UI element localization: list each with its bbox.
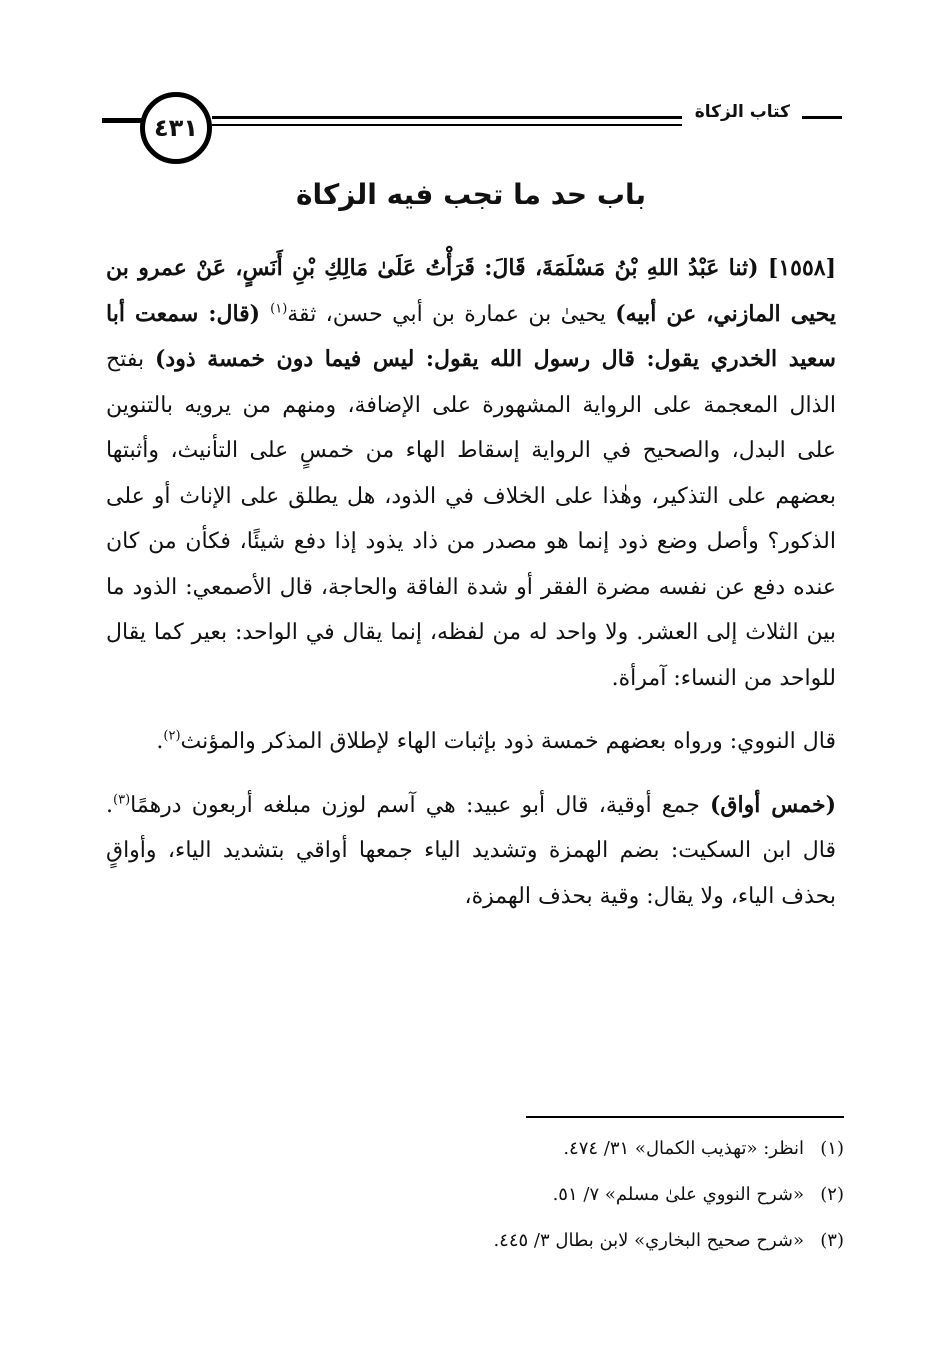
chapter-title: باب حد ما تجب فيه الزكاة bbox=[295, 178, 647, 211]
header-rule-right bbox=[802, 116, 842, 119]
nawawi-text: قال النووي: ورواه بعضهم خمسة ذود بإثبات الهاء لإطلاق المذكر والمؤنث bbox=[180, 729, 836, 754]
footnote-text: انظر: «تهذيب الكمال» ٣١/ ٤٧٤. bbox=[563, 1138, 804, 1159]
footnote-number: (٢) bbox=[820, 1184, 844, 1205]
matn: (قال: سمعت أبا سعيد الخدري يقول: قال رسول الله يقول: ليس فيما دون خمسة ذود) bbox=[106, 300, 836, 372]
narrator-note: يحيىٰ بن عمارة بن أبي حسن، ثقة bbox=[287, 301, 616, 327]
footnote-text: «شرح صحيح البخاري» لابن بطال ٣/ ٤٤٥. bbox=[493, 1230, 804, 1251]
commentary: بفتح الذال المعجمة على الرواية المشهورة على الإضافة، ومنهم من يرويه بالتنوين على البدل، والصحيح في الرواية إسقاط الهاء من خمسٍ على التأنيث، وأثبتها بعضهم على التذكير، وهٰذا على الخلاف في الذود، هل يطلق على الإناث أو على الذكور؟ وأصل وضع ذود إنما هو مصدر من ذاد يذود إذا دفع شيئًا، فكأن من كان عنده دفع عن نفسه مضرة الفقر أو شدة الفاقة والحاجة، قال الأصمعي: الذود ما بين الثلاث إلى العشر. ولا واحد له من لفظه، إنما يقال في الواحد: بعير كما يقال للواحد من النساء: آمرأة. bbox=[106, 347, 836, 691]
header-rule-middle bbox=[212, 116, 682, 119]
awaq-term: (خمس أواق) bbox=[710, 791, 836, 818]
paragraph-hadith bbox=[106, 246, 836, 701]
footnote-number: (١) bbox=[820, 1138, 844, 1159]
footnote-text: «شرح النووي علىٰ مسلم» ٧/ ٥١. bbox=[552, 1184, 804, 1205]
running-header-title: كتاب الزكاة bbox=[694, 102, 790, 122]
paragraph-awaq bbox=[106, 783, 836, 920]
page-number: ٤٣١ bbox=[140, 92, 212, 164]
main-text bbox=[106, 246, 836, 919]
footnote-2 bbox=[104, 1172, 844, 1218]
footnote-3 bbox=[104, 1218, 844, 1264]
footnotes bbox=[104, 1126, 844, 1264]
paragraph-nawawi bbox=[106, 719, 836, 765]
footnote-ref-1[interactable]: (١) bbox=[270, 301, 288, 317]
nawawi-end: . bbox=[156, 729, 164, 754]
footnote-number: (٣) bbox=[820, 1230, 844, 1251]
awaq-text-2: . قال ابن السكيت: بضم الهمزة وتشديد الياء جمعها أواقي بتشديد الياء، وأواقٍ بحذف الياء، ولا يقال: وقية بحذف الهمزة، bbox=[106, 792, 836, 909]
footnote-separator bbox=[526, 1116, 844, 1118]
isnad: [١٥٥٨] (ثنا عَبْدُ اللهِ بْنُ مَسْلَمَةَ، قَالَ: قَرَأْتُ عَلَىٰ مَالِكِ بْنِ أَنَسٍ، عَنْ عمرو بن يحيى المازني، عن أبيه) bbox=[106, 255, 836, 327]
header-rule-middle-lower bbox=[212, 124, 682, 126]
footnote-ref-2[interactable]: (٢) bbox=[163, 728, 181, 744]
header-rule-left bbox=[102, 118, 142, 123]
footnote-ref-3[interactable]: (٣) bbox=[113, 792, 131, 808]
awaq-text-1: جمع أوقية، قال أبو عبيد: هي آسم لوزن مبلغه أربعون درهمًا bbox=[130, 792, 711, 818]
footnote-1 bbox=[104, 1126, 844, 1172]
